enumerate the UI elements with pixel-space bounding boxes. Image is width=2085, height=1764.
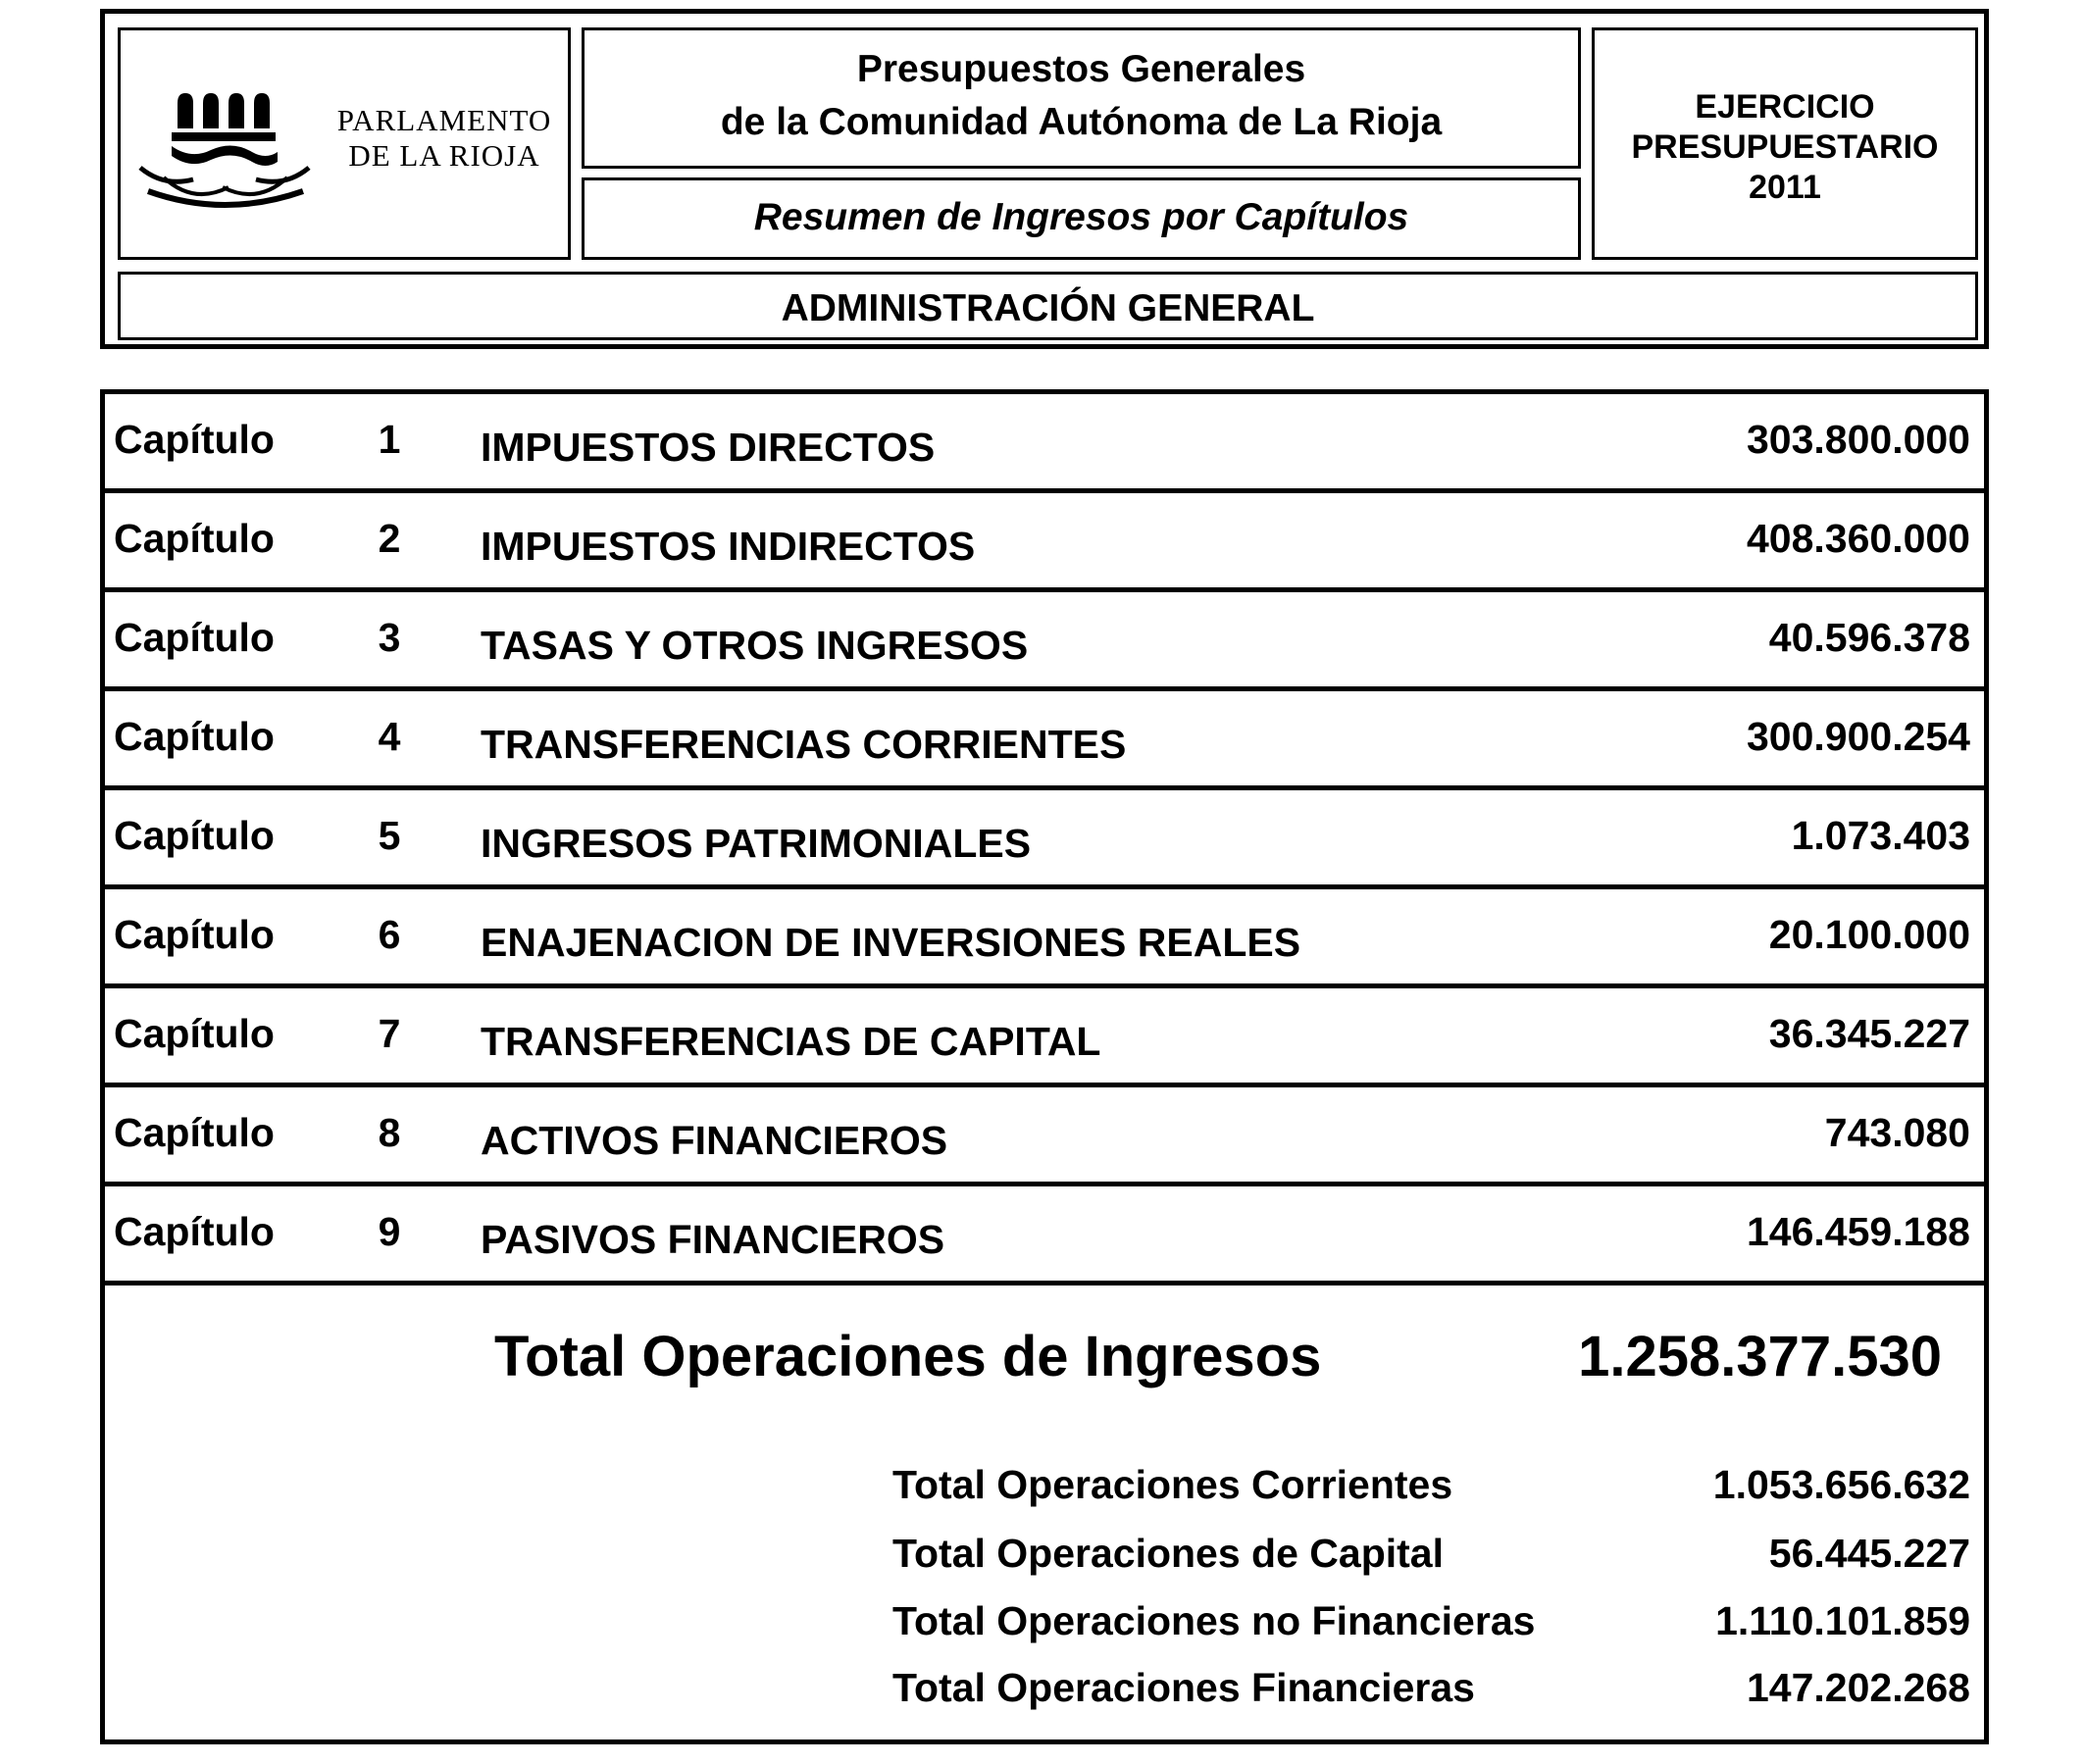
chapter-label: Capítulo: [114, 417, 275, 462]
table-row: [105, 691, 1984, 790]
table-row: [105, 1087, 1984, 1186]
table-row: [105, 1186, 1984, 1285]
document-subtitle: Resumen de Ingresos por Capítulos: [753, 196, 1409, 238]
chapter-amount: 146.459.188: [1746, 1209, 1970, 1254]
chapter-label: Capítulo: [114, 1209, 275, 1254]
chapter-description: PASIVOS FINANCIEROS: [481, 1217, 945, 1262]
parliament-logo-icon: [134, 81, 321, 219]
chapter-label: Capítulo: [114, 1011, 275, 1056]
chapter-amount: 303.800.000: [1746, 417, 1970, 462]
chapter-number: 9: [378, 1209, 401, 1254]
subtotal-value: 56.445.227: [1768, 1531, 1970, 1576]
parliament-name-line2: DE LA RIOJA: [348, 138, 540, 173]
title-line1: Presupuestos Generales: [856, 48, 1306, 90]
chapter-label: Capítulo: [114, 912, 275, 957]
title-line2: de la Comunidad Autónoma de La Rioja: [720, 101, 1443, 143]
document-header: [100, 9, 1989, 349]
ejercicio-box: [1592, 27, 1978, 260]
ejercicio-year: 2011: [1749, 169, 1821, 206]
grand-total-value: 1.258.377.530: [1578, 1325, 1942, 1388]
table-row: [105, 790, 1984, 889]
table-row: [105, 592, 1984, 691]
chapter-label: Capítulo: [114, 813, 275, 858]
chapter-number: 3: [378, 615, 401, 660]
subtotal-label: Total Operaciones Corrientes: [892, 1462, 1453, 1507]
table-row: [105, 988, 1984, 1087]
chapter-number: 1: [378, 417, 401, 462]
parliament-name-line1: PARLAMENTO: [336, 103, 552, 137]
table-row: [105, 493, 1984, 592]
chapter-description: TRANSFERENCIAS DE CAPITAL: [481, 1019, 1101, 1064]
chapter-number: 4: [378, 714, 401, 759]
chapter-label: Capítulo: [114, 1110, 275, 1155]
subtotal-label: Total Operaciones de Capital: [892, 1531, 1444, 1576]
grand-total-label: Total Operaciones de Ingresos: [494, 1325, 1322, 1388]
chapter-label: Capítulo: [114, 516, 275, 561]
chapter-description: ACTIVOS FINANCIEROS: [481, 1118, 948, 1163]
chapter-amount: 40.596.378: [1768, 615, 1970, 660]
subtotal-label: Total Operaciones no Financieras: [892, 1598, 1536, 1643]
logo-box: [118, 27, 571, 260]
chapter-amount: 408.360.000: [1746, 516, 1970, 561]
chapter-amount: 1.073.403: [1791, 813, 1970, 858]
section-title: ADMINISTRACIÓN GENERAL: [781, 287, 1315, 329]
table-row: [105, 889, 1984, 988]
chapter-label: Capítulo: [114, 714, 275, 759]
parliament-name: [327, 103, 562, 174]
chapter-number: 2: [378, 516, 401, 561]
subtotal-value: 147.202.268: [1746, 1665, 1970, 1710]
chapter-description: IMPUESTOS DIRECTOS: [481, 425, 936, 470]
chapter-number: 7: [378, 1011, 401, 1056]
chapter-description: INGRESOS PATRIMONIALES: [481, 821, 1032, 866]
chapter-amount: 743.080: [1824, 1110, 1970, 1155]
chapter-amount: 300.900.254: [1746, 714, 1970, 759]
chapter-description: IMPUESTOS INDIRECTOS: [481, 524, 976, 569]
chapter-description: TRANSFERENCIAS CORRIENTES: [481, 722, 1127, 767]
chapter-description: ENAJENACION DE INVERSIONES REALES: [481, 920, 1301, 965]
chapter-number: 8: [378, 1110, 401, 1155]
chapter-label: Capítulo: [114, 615, 275, 660]
subtotal-label: Total Operaciones Financieras: [892, 1665, 1475, 1710]
chapters-table: [100, 389, 1989, 1744]
table-row: [105, 394, 1984, 493]
subtotal-value: 1.110.101.859: [1715, 1598, 1970, 1643]
chapter-amount: 20.100.000: [1768, 912, 1970, 957]
title-box: [582, 27, 1581, 169]
subtotal-value: 1.053.656.632: [1712, 1462, 1970, 1507]
subtitle-box: [582, 177, 1581, 260]
chapter-description: TASAS Y OTROS INGRESOS: [481, 623, 1029, 668]
chapter-number: 5: [378, 813, 401, 858]
ejercicio-line2: PRESUPUESTARIO: [1631, 128, 1939, 166]
ejercicio-line1: EJERCICIO: [1695, 88, 1875, 126]
ejercicio-label: [1595, 87, 1975, 208]
document-title: [585, 43, 1578, 149]
chapter-amount: 36.345.227: [1768, 1011, 1970, 1056]
chapter-number: 6: [378, 912, 401, 957]
section-box: [118, 272, 1978, 340]
